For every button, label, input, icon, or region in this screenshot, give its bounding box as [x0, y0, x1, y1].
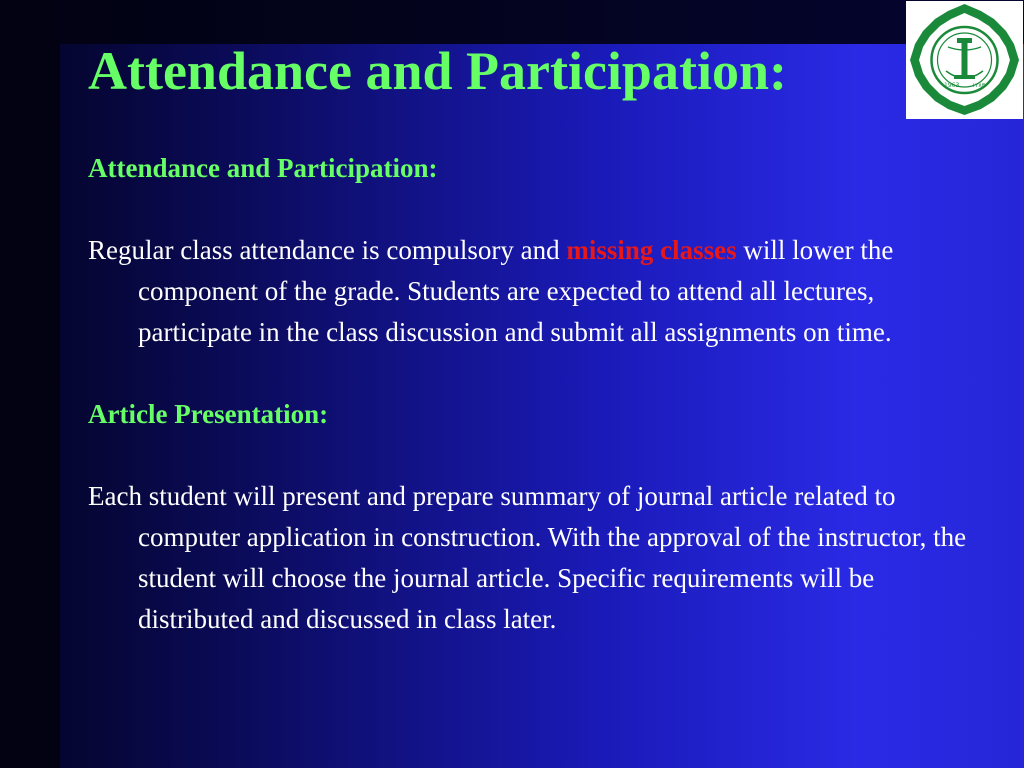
section-heading-attendance: Attendance and Participation: — [88, 153, 438, 183]
slide-body — [88, 148, 988, 640]
spacer — [88, 435, 988, 476]
attendance-paragraph — [88, 230, 988, 353]
attendance-text-after: will lower the component of the grade. Students are expected to attend all lectures, participate in the class discussion and submit all assignments on time. — [138, 235, 894, 347]
logo-year-right: ١٣٨٣ — [972, 82, 985, 89]
missing-classes-highlight: missing classes — [566, 235, 737, 265]
slide-title: Attendance and Participation: — [88, 41, 787, 101]
university-logo — [906, 1, 1023, 119]
spacer — [88, 353, 988, 394]
article-paragraph: Each student will present and prepare summary of journal article related to computer application in construction. With the approval of the instructor, the student will choose the journal article. Specific requirements will be distributed and discussed in class later. — [88, 481, 967, 634]
spacer — [88, 189, 988, 230]
logo-year-left: 1963 — [944, 82, 960, 89]
section-heading-article: Article Presentation: — [88, 399, 329, 429]
left-dark-band — [0, 0, 60, 768]
university-seal-icon — [906, 1, 1023, 119]
attendance-text-before: Regular class attendance is compulsory and — [88, 235, 567, 265]
